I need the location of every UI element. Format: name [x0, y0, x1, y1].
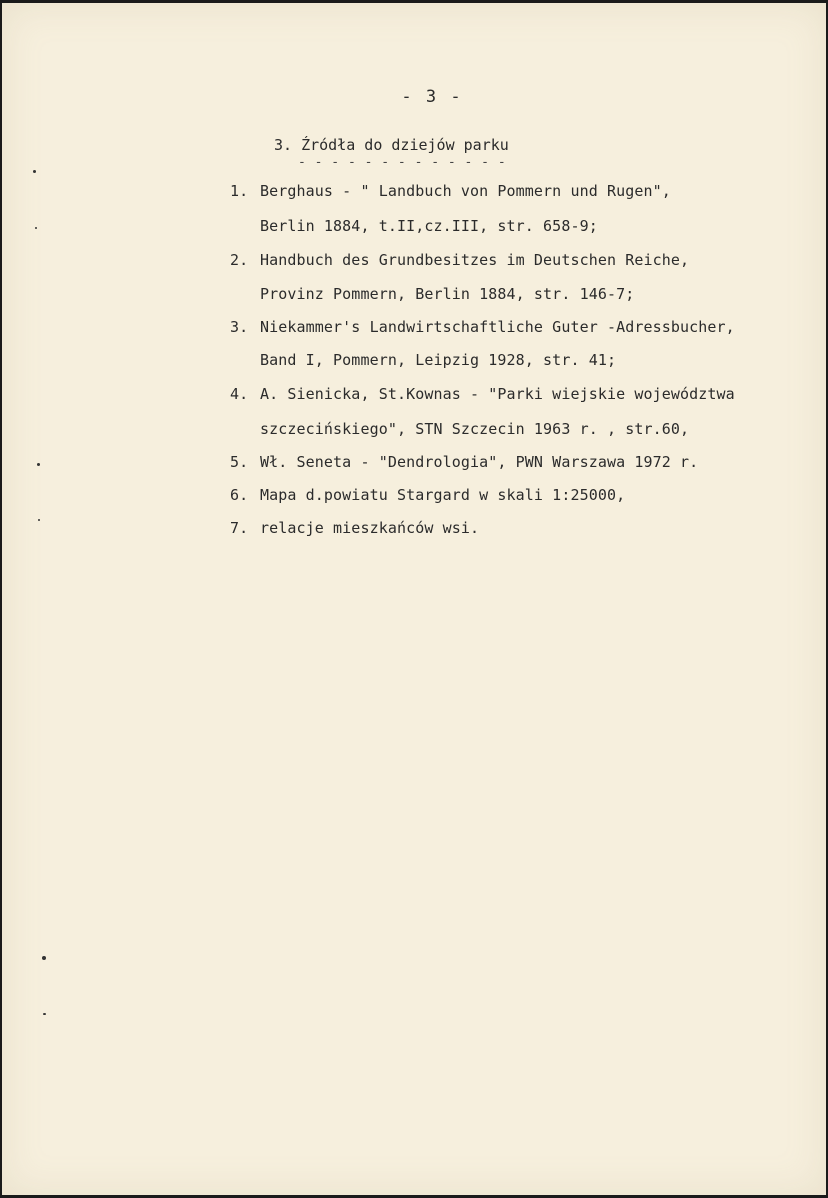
- source-text: Wł. Seneta - "Dendrologia", PWN Warszawa 1972 r.: [260, 453, 699, 471]
- source-item-1-line-2: Berlin 1884, t.II,cz.III, str. 658-9;: [260, 217, 598, 235]
- source-number: 2.: [230, 251, 249, 269]
- margin-dot: [33, 170, 36, 173]
- source-item-3-line-1: [230, 318, 735, 336]
- source-text: A. Sienicka, St.Kownas - "Parki wiejskie województwa: [260, 385, 735, 403]
- source-number: 3.: [230, 318, 249, 336]
- page-number: - 3 -: [401, 87, 463, 107]
- margin-dot: [37, 463, 40, 466]
- source-text: Handbuch des Grundbesitzes im Deutschen Reiche,: [260, 251, 690, 269]
- source-item-4-line-2: szczecińskiego", STN Szczecin 1963 r. , str.60,: [260, 420, 690, 438]
- source-number: 5.: [230, 453, 249, 471]
- source-item-1-line-1: [230, 182, 671, 200]
- source-text: relacje mieszkańców wsi.: [260, 519, 480, 537]
- source-item-5-line-1: [230, 453, 698, 471]
- margin-dot: [42, 956, 46, 960]
- heading-underline: - - - - - - - - - - - - -: [298, 155, 507, 170]
- source-item-7-line-1: [230, 519, 479, 537]
- source-text: Berghaus - " Landbuch von Pommern und Rugen",: [260, 182, 671, 200]
- source-item-2-line-2: Provinz Pommern, Berlin 1884, str. 146-7;: [260, 285, 635, 303]
- source-text: Mapa d.powiatu Stargard w skali 1:25000,: [260, 486, 626, 504]
- source-item-6-line-1: [230, 486, 625, 504]
- margin-dot: [35, 227, 37, 229]
- source-number: 4.: [230, 385, 249, 403]
- section-heading: 3. Źródła do dziejów parku: [274, 136, 509, 154]
- margin-dot: [38, 519, 40, 521]
- source-number: 7.: [230, 519, 249, 537]
- source-text: Niekammer's Landwirtschaftliche Guter -Adressbucher,: [260, 318, 735, 336]
- document-page: [2, 3, 826, 1195]
- source-item-4-line-1: [230, 385, 735, 403]
- source-item-3-line-2: Band I, Pommern, Leipzig 1928, str. 41;: [260, 351, 617, 369]
- source-number: 1.: [230, 182, 249, 200]
- margin-dot: [43, 1013, 46, 1015]
- source-item-2-line-1: [230, 251, 689, 269]
- source-number: 6.: [230, 486, 249, 504]
